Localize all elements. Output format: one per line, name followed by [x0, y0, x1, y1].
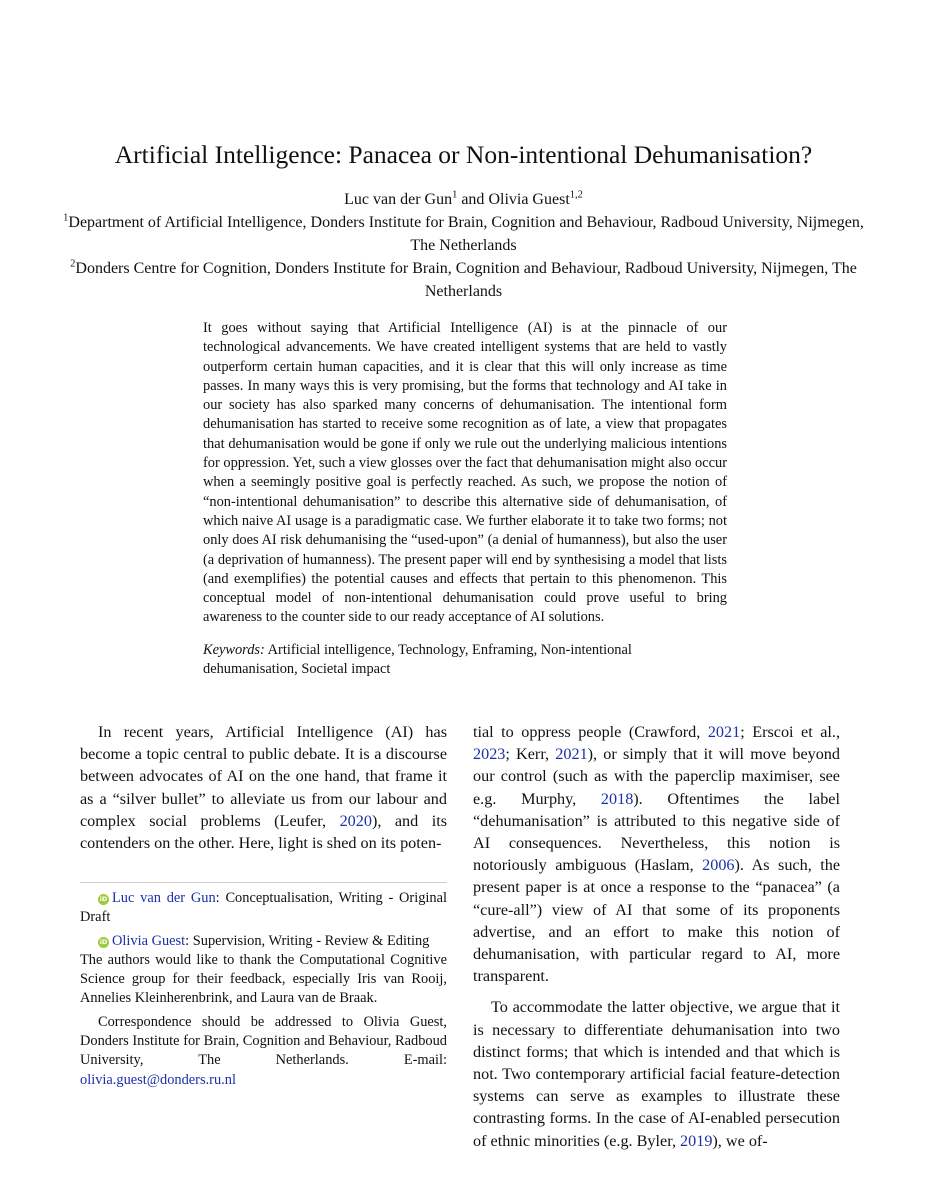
- citation-link[interactable]: 2019: [680, 1131, 713, 1150]
- second-paragraph: [473, 996, 840, 1151]
- body-text: ), we of-: [712, 1131, 768, 1150]
- contribution-text: : Supervision, Writing - Review & Editing: [185, 932, 430, 949]
- orcid-icon[interactable]: iD: [99, 937, 108, 946]
- orcid-icon[interactable]: iD: [99, 895, 108, 903]
- author-line: [60, 188, 867, 211]
- citation-link[interactable]: 2018: [600, 789, 634, 808]
- body-text: ). Oftentimes the label “dehumanisation” is attributed to this negative side of AI consequences. Nevertheless, this notion is notoriously ambiguous (Haslam,: [473, 789, 840, 875]
- affiliation-marker: 1,2: [569, 189, 583, 201]
- author-conjunction: and: [461, 191, 485, 208]
- contribution-text: : Conceptualisation, Writing - Original Draft: [80, 890, 447, 926]
- intro-paragraph: [80, 721, 447, 854]
- keywords-list: Artificial intelligence, Technology, Enframing, Non-intentional dehumanisation, Societal impact: [203, 641, 632, 678]
- citation-link[interactable]: 2021: [555, 745, 588, 764]
- author-name: Luc van der Gun: [344, 191, 453, 208]
- footnotes: [80, 882, 447, 1090]
- author-orcid-link[interactable]: Olivia Guest: [112, 932, 186, 949]
- affiliation-text: Donders Centre for Cognition, Donders Institute for Brain, Cognition and Behaviour, Radboud University, Nijmegen, The Netherlands: [75, 260, 857, 300]
- abstract-text: It goes without saying that Artificial Intelligence (AI) is at the pinnacle of our technological advancements. We have created intelligent systems that are held to vastly outperform certain human capacities, and it is clear that this will only increase as time passes. In many ways this is very promising, but the forms that technology and AI take in our society has also sparked many concerns of dehumanisation. The intentional form dehumanisation has started to receive some recognition as of late, a view that propagates that dehumanisation would be gone if only we rule out the underlying malicious intentions for oppression. Yet, such a view glosses over the fact that dehumanisation might also occur when a seemingly positive goal is perfectly reached. As such, we propose the notion of “non-intentional dehumanisation” to describe this alternative side of dehumanisation, of which naive AI usage is a paradigmatic case. We further elaborate it to take two forms; not only does AI risk dehumanising the “used-upon” (a denial of humanness), but also the user (a deprivation of humanness). The present paper will end by synthesising a model that lists (and exemplifies) the potential causes and effects that pertain to this phenomenon. This conceptual model of non-intentional dehumanisation could prove useful to bring awareness to the counter side to our ready acceptance of AI solutions.: [203, 320, 727, 626]
- affiliation-text: Department of Artificial Intelligence, Donders Institute for Brain, Cognition and Behaviour, Radboud University, Nijmegen, The Netherlands: [68, 214, 864, 254]
- affiliation-number: 1: [63, 212, 69, 224]
- body-text: ; Erscoi et al.,: [740, 723, 841, 741]
- body-text: ), or simply that it will move beyond our control (such as with the paperclip maximiser, see e.g. Murphy,: [473, 745, 840, 808]
- author-name: Olivia Guest: [488, 191, 570, 208]
- citation-link[interactable]: 2020: [339, 811, 372, 830]
- body-text: To accommodate the latter objective, we argue that it is necessary to differentiate dehumanisation into two distinct forms; that which is intended and that which is not. Two contemporary artificial facial feature-detection systems can serve as examples to illustrate these contrasting forms. In the case of AI-enabled persecution of ethnic minorities (e.g. Byler,: [473, 998, 840, 1150]
- email-link[interactable]: olivia.guest@donders.ru.nl: [80, 1071, 236, 1088]
- authors-block: [60, 188, 867, 303]
- footnote-acknowledgements: The authors would like to thank the Computational Cognitive Science group for their feedback, especially Iris van Rooij, Annelies Kleinherenbrink, and Laura van de Braak.: [80, 951, 447, 1007]
- citation-link[interactable]: 2023: [473, 745, 506, 764]
- footnote-correspondence: [80, 1013, 447, 1090]
- body-text: ), and its contenders on the other. Here, light is shed on its poten-: [80, 811, 447, 853]
- left-column: [80, 721, 447, 854]
- affiliation-marker: 1: [452, 189, 458, 201]
- keywords: [203, 641, 727, 680]
- footnote-contribution-1: [80, 889, 447, 928]
- affiliation-number: 2: [70, 258, 76, 270]
- correspondence-text: Correspondence should be addressed to Olivia Guest, Donders Institute for Brain, Cognition and Behaviour, Radboud University, The Netherlands. E-mail:: [80, 1013, 447, 1069]
- continued-paragraph: [473, 721, 840, 987]
- affiliation-1: [60, 211, 867, 257]
- paper-title: Artificial Intelligence: Panacea or Non-intentional Dehumanisation?: [114, 140, 813, 169]
- right-column: [473, 721, 840, 1152]
- author-orcid-link[interactable]: Luc van der Gun: [112, 890, 216, 906]
- abstract: [203, 319, 727, 679]
- body-text: tial to oppress people (Crawford,: [473, 723, 708, 741]
- affiliation-2: [60, 257, 867, 303]
- citation-link[interactable]: 2006: [702, 856, 735, 875]
- keywords-label: Keywords:: [203, 641, 265, 658]
- footnote-contribution-2: [80, 932, 447, 951]
- body-text: ; Kerr,: [505, 745, 556, 764]
- body-text: In recent years, Artificial Intelligence (AI) has become a topic central to public debate. It is a discourse between advocates of AI on the one hand, that frame it as a “silver bullet” to alleviate us from our labour and complex social problems (Leufer,: [80, 723, 447, 830]
- body-text: ). As such, the present paper is at once a response to the “panacea” (a “cure-all”) view of AI that some of its proponents advertise, and an effort to make this notion of dehumanisation, with particular regard to AI, more transparent.: [473, 856, 841, 986]
- footnote-divider: [80, 882, 447, 883]
- citation-link[interactable]: 2021: [707, 723, 741, 741]
